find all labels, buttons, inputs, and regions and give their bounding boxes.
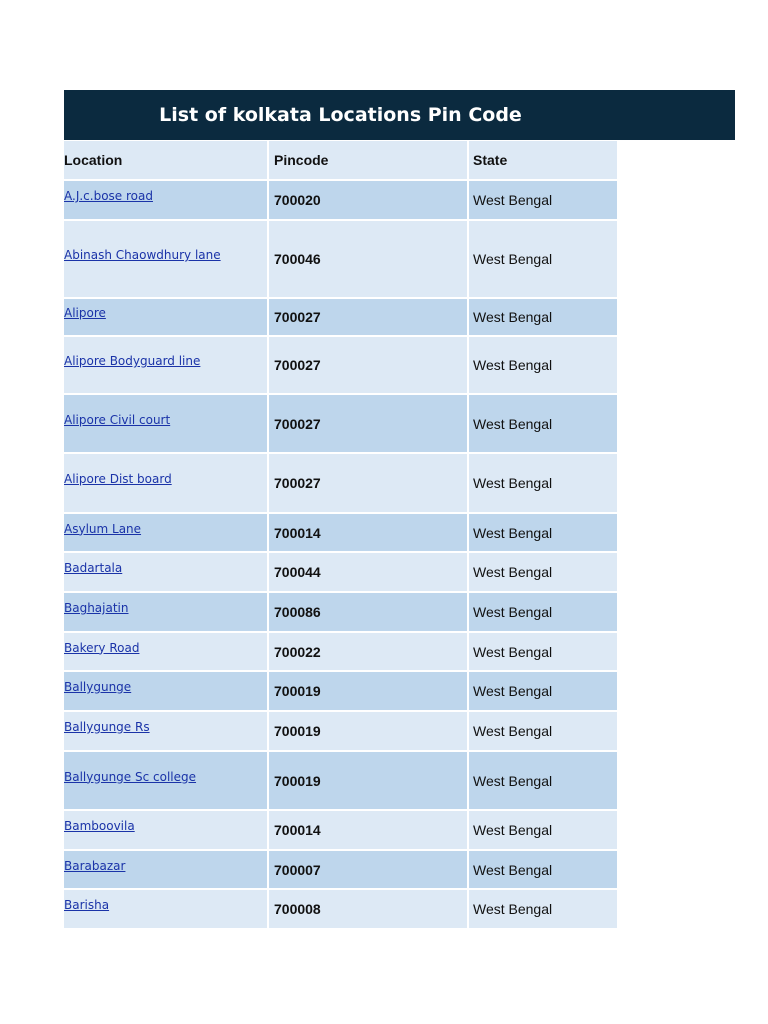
- pincode-cell: 700086: [267, 593, 467, 631]
- location-link[interactable]: Alipore: [64, 306, 106, 320]
- table-row: [64, 221, 617, 299]
- table-row: [64, 299, 617, 337]
- location-link[interactable]: Alipore Civil court: [64, 412, 171, 427]
- location-link[interactable]: Asylum Lane: [64, 521, 142, 536]
- state-cell: West Bengal: [467, 890, 617, 928]
- location-link[interactable]: Ballygunge Sc college: [64, 769, 197, 784]
- pincode-cell: 700044: [267, 553, 467, 591]
- pincode-cell: 700020: [267, 181, 467, 219]
- pincode-cell: 700019: [267, 712, 467, 750]
- state-cell: West Bengal: [467, 514, 617, 551]
- location-link[interactable]: Bakery Road: [64, 640, 140, 655]
- table-row: [64, 553, 617, 593]
- location-link[interactable]: Abinash Chaowdhury lane: [64, 248, 221, 262]
- table-row: [64, 672, 617, 712]
- page-title: List of kolkata Locations Pin Code: [159, 104, 522, 126]
- pincode-table: [64, 141, 617, 928]
- table-row: [64, 181, 617, 221]
- table-row: [64, 454, 617, 514]
- state-cell: West Bengal: [467, 337, 617, 393]
- table-row: [64, 593, 617, 633]
- table-row: [64, 712, 617, 752]
- table-header-row: [64, 141, 617, 181]
- state-cell: West Bengal: [467, 454, 617, 512]
- location-link[interactable]: Alipore Bodyguard line: [64, 354, 201, 368]
- table-row: [64, 337, 617, 395]
- pincode-cell: 700014: [267, 811, 467, 849]
- state-cell: West Bengal: [467, 712, 617, 750]
- pincode-cell: 700014: [267, 514, 467, 551]
- state-cell: West Bengal: [467, 181, 617, 219]
- header-state: State: [467, 141, 617, 179]
- state-cell: West Bengal: [467, 221, 617, 297]
- state-cell: West Bengal: [467, 672, 617, 710]
- pincode-cell: 700027: [267, 395, 467, 452]
- pincode-cell: 700046: [267, 221, 467, 297]
- location-link[interactable]: Barisha: [64, 898, 110, 912]
- pincode-cell: 700019: [267, 672, 467, 710]
- pincode-cell: 700027: [267, 299, 467, 335]
- pincode-cell: 700007: [267, 851, 467, 888]
- pincode-cell: 700008: [267, 890, 467, 928]
- location-link[interactable]: Alipore Dist board: [64, 472, 172, 486]
- location-link[interactable]: Ballygunge Rs: [64, 720, 150, 734]
- location-link[interactable]: A.J.c.bose road: [64, 189, 153, 203]
- location-link[interactable]: Badartala: [64, 561, 123, 575]
- location-link[interactable]: Bamboovila: [64, 819, 135, 833]
- state-cell: West Bengal: [467, 593, 617, 631]
- table-row: [64, 395, 617, 454]
- state-cell: West Bengal: [467, 851, 617, 888]
- state-cell: West Bengal: [467, 633, 617, 670]
- state-cell: West Bengal: [467, 811, 617, 849]
- table-row: [64, 514, 617, 553]
- header-location: Location: [64, 152, 123, 168]
- pincode-cell: 700027: [267, 454, 467, 512]
- table-row: [64, 851, 617, 890]
- state-cell: West Bengal: [467, 752, 617, 809]
- table-row: [64, 752, 617, 811]
- location-link[interactable]: Ballygunge: [64, 680, 132, 694]
- state-cell: West Bengal: [467, 553, 617, 591]
- pincode-cell: 700027: [267, 337, 467, 393]
- state-cell: West Bengal: [467, 299, 617, 335]
- table-row: [64, 633, 617, 672]
- table-row: [64, 890, 617, 928]
- location-link[interactable]: Barabazar: [64, 858, 126, 873]
- pincode-cell: 700022: [267, 633, 467, 670]
- location-link[interactable]: Baghajatin: [64, 601, 129, 615]
- table-row: [64, 811, 617, 851]
- pincode-cell: 700019: [267, 752, 467, 809]
- state-cell: West Bengal: [467, 395, 617, 452]
- header-pincode: Pincode: [267, 141, 467, 179]
